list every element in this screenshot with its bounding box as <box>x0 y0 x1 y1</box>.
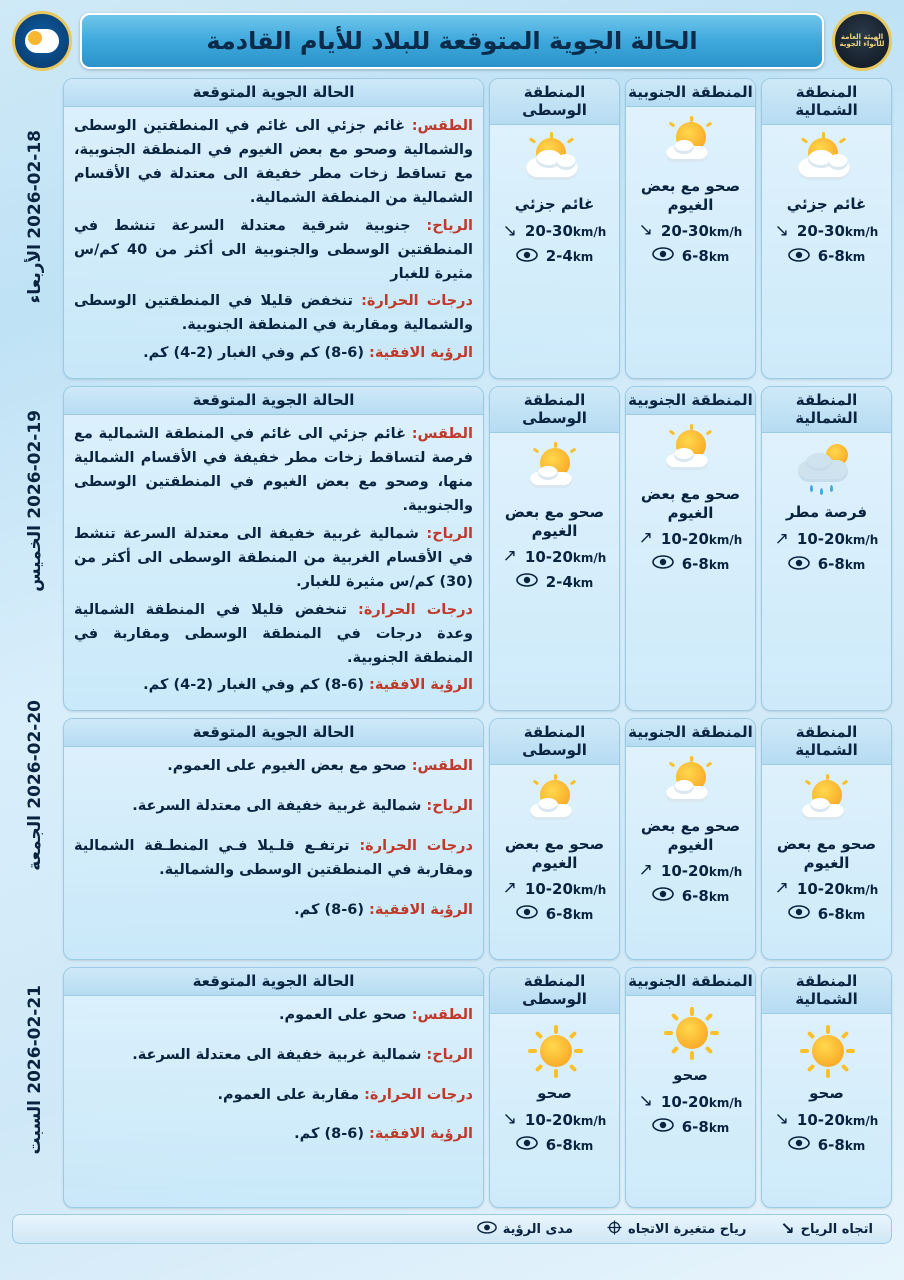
wind-value: 10-20km/h <box>796 530 879 549</box>
visibility-metric <box>494 247 615 265</box>
legend-bar <box>12 1214 892 1244</box>
visibility-value: 2-4km <box>545 572 594 591</box>
weather-icon-sun-cloud-small <box>630 421 751 483</box>
day-name: الجمعة <box>25 814 45 871</box>
region-card-south <box>625 718 756 959</box>
page-header <box>12 10 892 72</box>
forecast-board <box>12 78 892 1208</box>
region-body <box>626 996 755 1207</box>
forecast-temp: درجات الحرارة: ترتفـع قلـيلا فـي المنطـقة الشمالية ومقاربة في المنطقتين الوسطى والشمالية. <box>74 838 473 879</box>
date-cell <box>12 78 58 355</box>
wind-value: 10-20km/h <box>660 529 743 548</box>
forecast-text <box>64 747 483 958</box>
date-value: 2026-02-20 <box>25 699 45 809</box>
region-body <box>626 415 755 710</box>
forecast-wind: الرياح: شمالية غربية خفيفة الى معتدلة السرعة. <box>132 798 473 815</box>
wind-value: 20-30km/h <box>524 222 607 240</box>
region-title: المنطقة الوسطى <box>490 387 619 433</box>
condition-text: صحو <box>673 1065 708 1084</box>
weather-icon-sun <box>630 1002 751 1064</box>
forecast-visibility: الرؤية الافقية: (6-8) كم. <box>294 902 473 919</box>
region-title: المنطقة الشمالية <box>762 968 891 1014</box>
visibility-metric <box>766 1136 887 1154</box>
eye-icon <box>477 1221 497 1238</box>
wind-metric <box>766 222 887 240</box>
wind-metric <box>766 530 887 548</box>
right-logo-icon <box>25 29 59 53</box>
region-card-north <box>761 78 892 379</box>
weather-icon-sun-cloud <box>766 131 887 193</box>
condition-text: صحو مع بعض الغيوم <box>640 485 741 522</box>
variable-wind-icon <box>607 1220 622 1239</box>
visibility-metric <box>766 905 887 923</box>
page-title: الحالة الجوية المتوقعة للبلاد للأيام القادمة <box>206 27 698 55</box>
visibility-metric <box>494 905 615 923</box>
eye-icon <box>788 248 810 265</box>
forecast-title: الحالة الجوية المتوقعة <box>64 968 483 996</box>
region-card-north <box>761 718 892 959</box>
eye-icon <box>788 556 810 573</box>
left-logo <box>832 11 892 71</box>
region-title: المنطقة الجنوبية <box>626 968 755 996</box>
forecast-visibility: الرؤية الافقية: (6-8) كم وفي الغبار (2-4) كم. <box>143 677 473 694</box>
condition-text: فرصة مطر <box>785 503 868 522</box>
days-column <box>63 78 892 1208</box>
wind-direction-icon: ↘ <box>638 1091 653 1112</box>
date-value: 2026-02-21 <box>25 984 45 1094</box>
region-card-south <box>625 386 756 711</box>
wind-metric <box>494 880 615 898</box>
region-card-middle <box>489 967 620 1208</box>
wind-direction-icon: ↘ <box>774 1109 789 1130</box>
weather-icon-sun-cloud-small <box>494 439 615 501</box>
visibility-metric <box>630 555 751 573</box>
region-body <box>626 107 755 378</box>
wind-metric <box>494 548 615 566</box>
wind-direction-icon: ↗ <box>774 878 789 899</box>
forecast-weather: الطقس: صحو على العموم. <box>278 1006 473 1023</box>
legend-wind-direction-label: اتجاه الرياح <box>800 1221 873 1237</box>
forecast-visibility: الرؤية الافقية: (6-8) كم. <box>294 1126 473 1143</box>
eye-icon <box>516 573 538 590</box>
legend-variable-wind-label: رياح متغيرة الاتجاه <box>628 1221 747 1237</box>
region-body <box>490 1014 619 1207</box>
region-body <box>490 433 619 710</box>
condition-text: صحو مع بعض الغيوم <box>776 835 877 873</box>
visibility-metric <box>494 573 615 591</box>
eye-icon <box>652 1118 674 1135</box>
forecast-wind: الرياح: جنوبية شرقية معتدلة السرعة تنشط في المنطقتين الوسطى والجنوبية الى أكثر من 40 كم/س مثيرة للغبار <box>74 217 473 282</box>
forecast-text <box>64 415 483 710</box>
region-card-middle <box>489 386 620 711</box>
region-card-north <box>761 386 892 711</box>
wind-metric <box>766 880 887 898</box>
weather-icon-sun <box>766 1020 887 1082</box>
wind-metric <box>494 1111 615 1129</box>
forecast-weather: الطقس: غائم جزئي الى غائم في المنطقة الشمالية مع فرصة لتساقط زخات مطر خفيفة في الأقسام الشمالية منها، وصحو مع بعض الغيوم في المنطقتين الوسطى والجنوبية. <box>74 426 473 514</box>
weather-icon-sun <box>494 1020 615 1082</box>
day-row <box>63 967 892 1208</box>
region-title: المنطقة الوسطى <box>490 79 619 125</box>
visibility-value: 6-8km <box>817 904 866 923</box>
region-title: المنطقة الجنوبية <box>626 387 755 415</box>
wind-direction-icon: ↗ <box>774 528 789 549</box>
forecast-card <box>63 78 484 379</box>
wind-direction-icon: ↘ <box>502 1109 517 1130</box>
wind-metric <box>630 222 751 240</box>
region-title: المنطقة الجنوبية <box>626 719 755 747</box>
condition-text: غائم جزئي <box>786 195 867 213</box>
region-body <box>490 125 619 378</box>
day-name: الخميس <box>25 524 45 592</box>
condition-text: صحو <box>537 1083 572 1102</box>
forecast-title: الحالة الجوية المتوقعة <box>64 387 483 415</box>
legend-visibility-label: مدى الرؤية <box>502 1221 574 1237</box>
eye-icon <box>516 1136 538 1153</box>
visibility-metric <box>630 247 751 265</box>
region-body <box>762 433 891 710</box>
weather-icon-rain-cloud <box>766 439 887 501</box>
forecast-wind: الرياح: شمالية غربية خفيفة الى معتدلة السرعة تنشط في الأقسام الغربية من المنطقة الوسطى الى أكثر من (30) كم/س مثيرة للغبار. <box>74 525 473 590</box>
forecast-weather: الطقس: صحو مع بعض الغيوم على العموم. <box>167 758 473 775</box>
visibility-metric <box>766 247 887 265</box>
visibility-metric <box>494 1136 615 1154</box>
wind-direction-icon: ↘ <box>774 220 789 241</box>
wind-direction-icon: ↘ <box>638 220 653 240</box>
left-logo-text: الهيئة العامة للأنواء الجوية <box>839 32 885 48</box>
forecast-title: الحالة الجوية المتوقعة <box>64 79 483 107</box>
visibility-metric <box>766 555 887 573</box>
wind-direction-icon: ↘ <box>780 1218 795 1239</box>
wind-value: 10-20km/h <box>524 547 607 566</box>
weather-icon-sun-cloud <box>494 131 615 193</box>
condition-text: صحو مع بعض الغيوم <box>504 503 605 540</box>
region-body <box>626 747 755 958</box>
date-value: 2026-02-19 <box>25 410 45 519</box>
wind-value: 10-20km/h <box>660 861 743 880</box>
eye-icon <box>652 247 674 264</box>
wind-metric <box>630 862 751 880</box>
condition-text: صحو مع بعض الغيوم <box>640 817 741 855</box>
region-card-middle <box>489 78 620 379</box>
eye-icon <box>652 887 674 904</box>
eye-icon <box>516 248 538 265</box>
wind-direction-icon: ↗ <box>502 546 517 567</box>
visibility-value: 6-8km <box>681 886 730 905</box>
legend-visibility <box>477 1221 573 1238</box>
day-name: الأربعاء <box>25 244 45 304</box>
condition-text: غائم جزئي <box>514 195 595 213</box>
legend-variable-wind <box>607 1220 746 1239</box>
region-card-south <box>625 78 756 379</box>
page-title-bar <box>80 13 824 69</box>
visibility-value: 6-8km <box>817 247 866 265</box>
forecast-title: الحالة الجوية المتوقعة <box>64 719 483 747</box>
visibility-metric <box>630 1118 751 1136</box>
wind-value: 20-30km/h <box>796 222 879 240</box>
date-cell <box>12 362 58 639</box>
wind-value: 10-20km/h <box>524 1110 607 1129</box>
eye-icon <box>652 555 674 572</box>
visibility-value: 2-4km <box>545 247 594 265</box>
day-row <box>63 718 892 959</box>
forecast-wind: الرياح: شمالية غربية خفيفة الى معتدلة السرعة. <box>132 1046 473 1063</box>
forecast-temp: درجات الحرارة: تنخفض قليلا في المنطقتين الوسطى والشمالية ومقاربة في المنطقة الجنوبية. <box>74 293 473 334</box>
right-logo <box>12 11 72 71</box>
forecast-temp: درجات الحرارة: تنخفض قليلا في المنطقة الشمالية وعدة درجات في المنطقة الوسطى ومقاربة في المنطقة الجنوبية. <box>74 601 473 666</box>
forecast-text <box>64 996 483 1207</box>
visibility-value: 6-8km <box>545 1135 594 1154</box>
wind-metric <box>766 1111 887 1129</box>
visibility-value: 6-8km <box>681 554 730 573</box>
forecast-weather: الطقس: غائم جزئي الى غائم في المنطقتين الوسطى والشمالية وصحو مع بعض الغيوم في المنطقة الجنوبية، مع تساقط زخات مطر خفيفة الى معتدلة في الأقسام الشمالية من المنطقة الشمالية. <box>74 118 473 206</box>
weather-icon-sun-cloud-small <box>630 113 751 175</box>
condition-text: صحو <box>809 1083 844 1102</box>
weather-icon-sun-cloud-small <box>494 771 615 833</box>
visibility-metric <box>630 887 751 905</box>
region-title: المنطقة الجنوبية <box>626 79 755 107</box>
wind-value: 20-30km/h <box>660 221 743 240</box>
region-body <box>762 1014 891 1207</box>
wind-direction-icon: ↗ <box>638 860 653 881</box>
date-cell <box>12 931 58 1208</box>
forecast-card <box>63 718 484 959</box>
eye-icon <box>516 905 538 922</box>
visibility-value: 6-8km <box>681 1117 730 1136</box>
wind-metric <box>630 1093 751 1111</box>
region-title: المنطقة الوسطى <box>490 719 619 765</box>
day-row <box>63 78 892 379</box>
forecast-visibility: الرؤية الافقية: (6-8) كم وفي الغبار (2-4) كم. <box>143 345 473 362</box>
region-title: المنطقة الشمالية <box>762 387 891 433</box>
region-card-middle <box>489 718 620 959</box>
wind-value: 10-20km/h <box>796 879 879 898</box>
forecast-text <box>64 107 483 378</box>
weather-icon-sun-cloud-small <box>766 771 887 833</box>
region-title: المنطقة الشمالية <box>762 79 891 125</box>
wind-value: 10-20km/h <box>660 1092 743 1111</box>
forecast-card <box>63 386 484 711</box>
dates-column <box>12 78 58 1208</box>
visibility-value: 6-8km <box>817 555 866 574</box>
wind-value: 10-20km/h <box>524 879 607 898</box>
wind-direction-icon: ↘ <box>502 220 517 241</box>
weather-icon-sun-cloud-small <box>630 753 751 815</box>
wind-direction-icon: ↗ <box>638 528 653 549</box>
condition-text: صحو مع بعض الغيوم <box>504 835 605 873</box>
forecast-card <box>63 967 484 1208</box>
region-body <box>490 765 619 958</box>
region-card-north <box>761 967 892 1208</box>
date-cell <box>12 647 58 924</box>
day-name: السبت <box>25 1099 45 1154</box>
region-title: المنطقة الشمالية <box>762 719 891 765</box>
region-body <box>762 125 891 378</box>
condition-text: صحو مع بعض الغيوم <box>640 177 741 214</box>
region-title: المنطقة الوسطى <box>490 968 619 1014</box>
visibility-value: 6-8km <box>545 904 594 923</box>
wind-metric <box>494 222 615 240</box>
wind-metric <box>630 530 751 548</box>
visibility-value: 6-8km <box>817 1135 866 1154</box>
visibility-value: 6-8km <box>681 246 730 265</box>
eye-icon <box>788 1136 810 1153</box>
wind-value: 10-20km/h <box>796 1110 879 1129</box>
legend-wind-direction <box>780 1218 873 1239</box>
day-row <box>63 386 892 711</box>
region-body <box>762 765 891 958</box>
eye-icon <box>788 905 810 922</box>
wind-direction-icon: ↗ <box>502 878 517 899</box>
region-card-south <box>625 967 756 1208</box>
date-value: 2026-02-18 <box>25 129 45 239</box>
forecast-temp: درجات الحرارة: مقاربة على العموم. <box>217 1086 473 1103</box>
